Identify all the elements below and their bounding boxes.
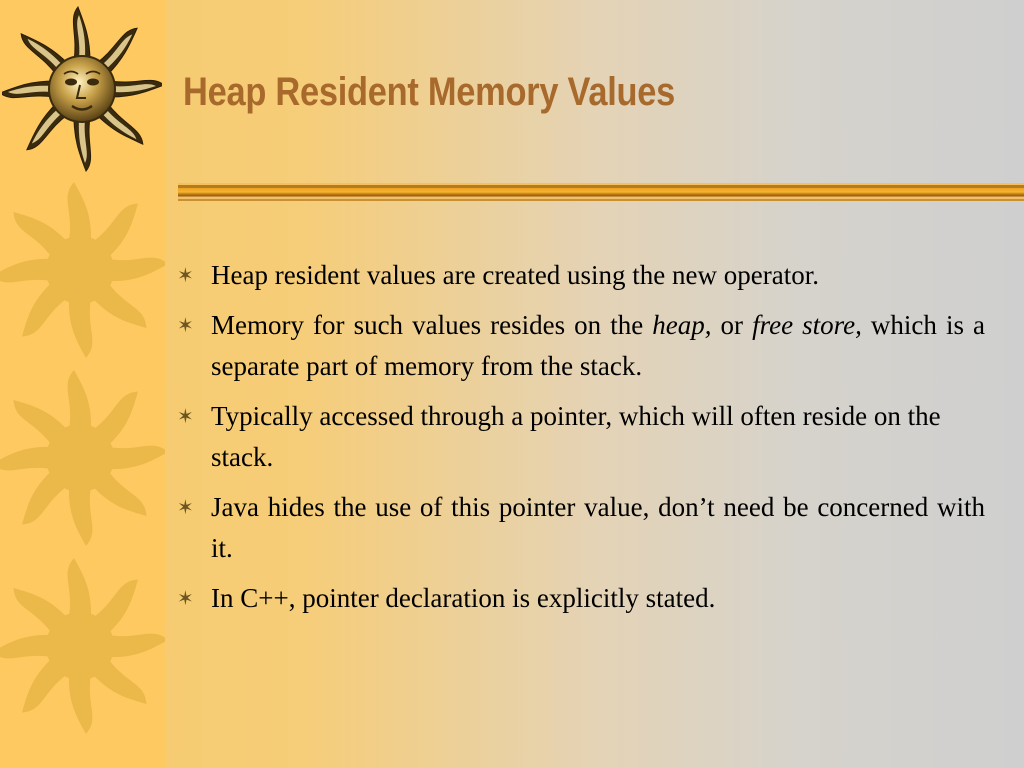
slide-title: Heap Resident Memory Values bbox=[183, 70, 676, 114]
bullet-emphasis: free store, bbox=[752, 310, 862, 340]
sidebar bbox=[0, 0, 165, 768]
sun-face-icon bbox=[2, 4, 162, 174]
bullet-emphasis: heap, bbox=[652, 310, 712, 340]
bullet-text: Memory for such values resides on the bbox=[211, 310, 653, 340]
star-bullet-icon: ✶ bbox=[177, 315, 194, 337]
star-bullet-icon: ✶ bbox=[177, 497, 194, 519]
star-bullet-icon: ✶ bbox=[177, 406, 194, 428]
bullet-text: Typically accessed through a pointer, which will often reside on the stack. bbox=[211, 401, 941, 472]
star-bullet-icon: ✶ bbox=[177, 588, 194, 610]
star-bullet-icon: ✶ bbox=[177, 265, 194, 287]
bullet-item bbox=[173, 487, 985, 569]
bullet-item bbox=[173, 305, 985, 387]
bullet-text: or bbox=[711, 310, 753, 340]
bullet-item bbox=[173, 396, 985, 478]
bullet-text: which is a separate part of memory from the stack. bbox=[211, 310, 985, 381]
sun-icon bbox=[0, 368, 165, 548]
title-divider bbox=[178, 183, 1024, 203]
bullet-text: In C++, pointer declaration is explicitly stated. bbox=[211, 583, 716, 613]
sun-icon bbox=[0, 180, 165, 360]
bullet-item bbox=[173, 578, 985, 619]
bullet-list bbox=[173, 255, 985, 628]
bullet-text: Heap resident values are created using the new operator. bbox=[211, 260, 819, 290]
bullet-text: Java hides the use of this pointer value, don’t need be concerned with it. bbox=[211, 492, 985, 563]
bullet-item bbox=[173, 255, 985, 296]
sun-icon bbox=[0, 556, 165, 736]
